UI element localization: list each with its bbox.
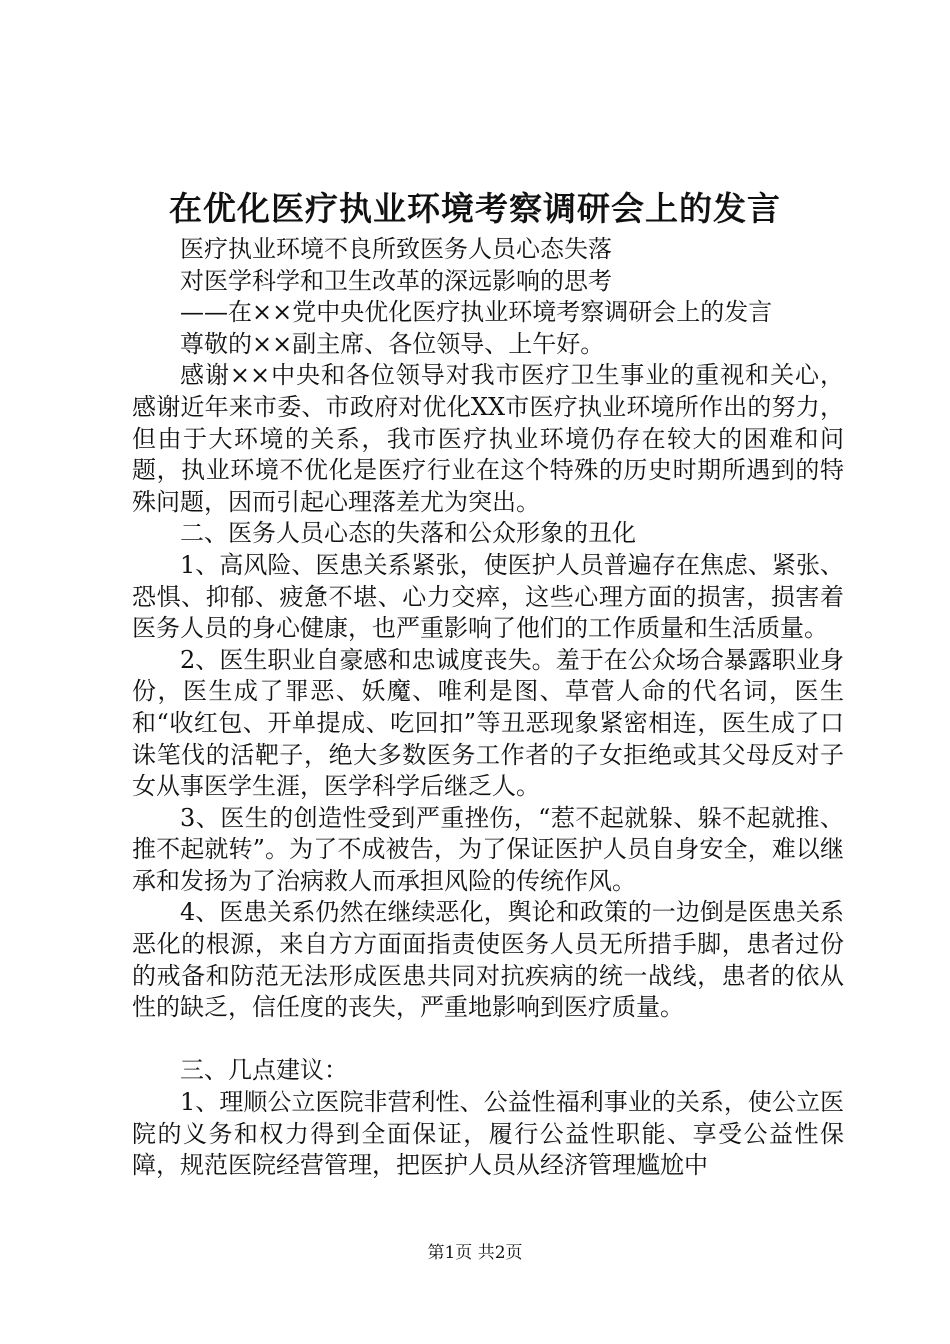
subtitle-line-3: ——在××党中央优化医疗执业环境考察调研会上的发言 (180, 298, 773, 327)
paragraph-point-3: 3、医生的创造性受到严重挫伤，“惹不起就躲、躲不起就推、推不起就转”。为了不成被告，为了保证医护人员自身安全，难以继承和发扬为了治病救人而承担风险的传统作风。 (132, 803, 844, 895)
paragraph-suggestion-1: 1、理顺公立医院非营利性、公益性福利事业的关系，使公立医院的义务和权力得到全面保证，履行公益性职能、享受公益性保障，规范医院经营管理，把医护人员从经济管理尴尬中 (132, 1088, 844, 1180)
section-heading-3: 三、几点建议： (180, 1056, 348, 1085)
paragraph-point-1: 1、高风险、医患关系紧张，使医护人员普遍存在焦虑、紧张、恐惧、抑郁、疲惫不堪、心力交瘁，这些心理方面的损害，损害着医务人员的身心健康，也严重影响了他们的工作质量和生活质量。 (132, 550, 844, 643)
subtitle-line-1: 医疗执业环境不良所致医务人员心态失落 (180, 235, 612, 263)
document-body (132, 234, 844, 1182)
page-number-footer: 第1页 共2页 (427, 1243, 523, 1263)
section-heading-2: 二、医务人员心态的失落和公众形象的丑化 (180, 519, 636, 548)
salutation: 尊敬的××副主席、各位领导、上午好。 (180, 329, 605, 358)
paragraph-intro: 感谢××中央和各位领导对我市医疗卫生事业的重视和关心，感谢近年来市委、市政府对优化XX市医疗执业环境所作出的努力，但由于大环境的关系，我市医疗执业环境仍存在较大的困难和问题，执业环境不优化是医疗行业在这个特殊的历史时期所遇到的特殊问题，因而引起心理落差尤为突出。 (132, 361, 844, 516)
paragraph-point-2: 2、医生职业自豪感和忠诚度丧失。羞于在公众场合暴露职业身份，医生成了罪恶、妖魔、唯利是图、草菅人命的代名词，医生和“收红包、开单提成、吃回扣”等丑恶现象紧密相连，医生成了口诛笔伐的活靶子，绝大多数医务工作者的子女拒绝或其父母反对子女从事医学生涯，医学科学后继乏人。 (132, 645, 844, 801)
document-title: 在优化医疗执业环境考察调研会上的发言 (169, 189, 781, 228)
paragraph-point-4: 4、医患关系仍然在继续恶化，舆论和政策的一边倒是医患关系恶化的根源，来自方方面面指责使医务人员无所措手脚，患者过份的戒备和防范无法形成医患共同对抗疾病的统一战线，患者的依从性的缺乏，信任度的丧失，严重地影响到医疗质量。 (132, 898, 844, 1022)
subtitle-line-2: 对医学科学和卫生改革的深远影响的思考 (180, 266, 612, 295)
